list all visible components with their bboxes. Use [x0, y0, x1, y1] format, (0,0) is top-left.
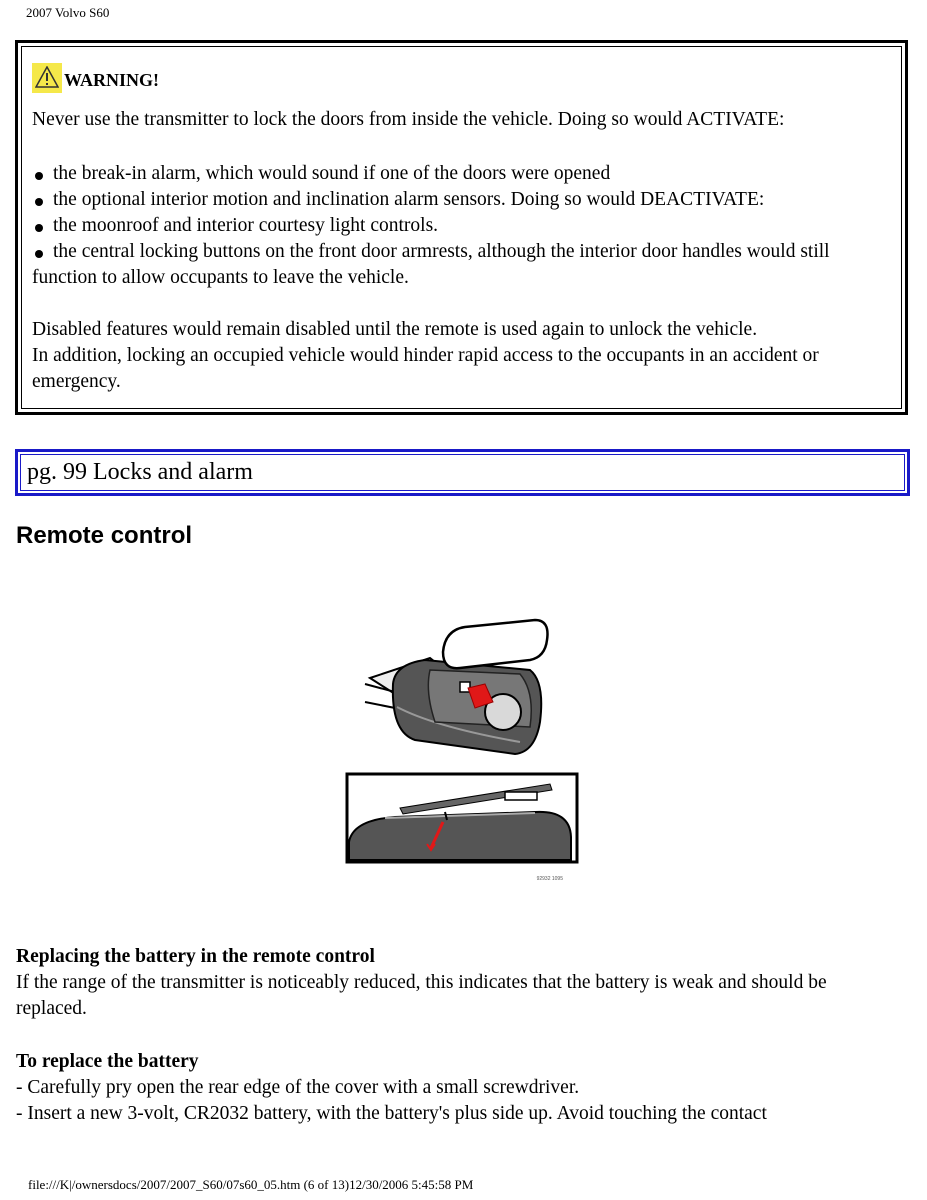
warning-heading: WARNING! — [64, 70, 160, 90]
replace-step-1: - Carefully pry open the rear edge of the cover with a small screwdriver. — [16, 1077, 580, 1098]
section-label: pg. 99 Locks and alarm — [20, 454, 905, 491]
warning-intro: Never use the transmitter to lock the doors from inside the vehicle. Doing so would ACTIVATE: — [32, 109, 785, 130]
page-heading: Remote control — [16, 522, 193, 549]
replace-heading: To replace the battery — [16, 1051, 199, 1072]
warning-closing-2b: emergency. — [32, 371, 121, 392]
bullet-text: the break-in alarm, which would sound if one of the doors were opened — [53, 163, 611, 184]
warning-bullet-item — [32, 239, 891, 265]
bullet-icon — [35, 172, 43, 180]
warning-bullet-item — [32, 187, 891, 213]
battery-text-1: If the range of the transmitter is noticeably reduced, this indicates that the battery is weak and should be — [16, 972, 827, 993]
remote-control-illustration — [335, 612, 600, 892]
warning-box-inner — [21, 46, 902, 409]
bullet-text: the central locking buttons on the front door armrests, although the interior door handles would still — [53, 241, 830, 262]
warning-closing-1: Disabled features would remain disabled until the remote is used again to unlock the vehicle. — [32, 319, 758, 340]
warning-heading-row — [32, 57, 891, 93]
warning-bullet-list — [32, 161, 891, 291]
battery-text-2: replaced. — [16, 998, 87, 1019]
replace-step-2: - Insert a new 3-volt, CR2032 battery, with the battery's plus side up. Avoid touching the contact — [16, 1103, 767, 1124]
document-header-title: 2007 Volvo S60 — [26, 5, 110, 20]
warning-triangle-icon — [32, 63, 62, 93]
section-box — [15, 449, 910, 496]
footer-file-path: file:///K|/ownersdocs/2007/2007_S60/07s60_05.htm (6 of 13)12/30/2006 5:45:58 PM — [28, 1177, 474, 1192]
bullet-text: the moonroof and interior courtesy light controls. — [53, 215, 439, 236]
bullet-text: the optional interior motion and inclination alarm sensors. Doing so would DEACTIVATE: — [53, 189, 765, 210]
bullet-icon — [35, 224, 43, 232]
bullet-icon — [35, 198, 43, 206]
warning-box — [15, 40, 908, 415]
battery-heading: Replacing the battery in the remote control — [16, 946, 375, 967]
figure-code: 92932 1095 — [536, 876, 563, 882]
bullet-icon — [35, 250, 43, 258]
warning-bullet-item — [32, 161, 891, 187]
warning-bullet-item — [32, 213, 891, 239]
warning-bullet-continuation: function to allow occupants to leave the vehicle. — [32, 267, 409, 288]
remote-control-figure — [335, 612, 600, 892]
warning-closing-2a: In addition, locking an occupied vehicle would hinder rapid access to the occupants in an accident or — [32, 345, 819, 366]
